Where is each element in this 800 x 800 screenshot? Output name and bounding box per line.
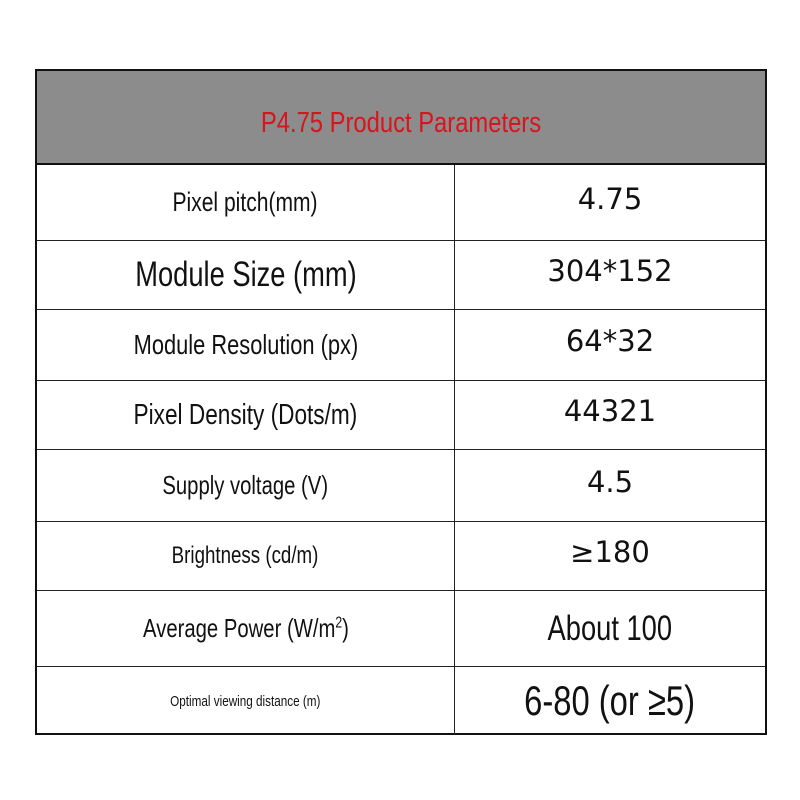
module-resolution-label: Module Resolution (px) bbox=[133, 329, 358, 360]
table-row bbox=[37, 381, 765, 450]
table-row bbox=[37, 450, 765, 522]
table-row bbox=[37, 241, 765, 310]
brightness-value: ≥180 bbox=[570, 535, 650, 569]
parameters-table bbox=[35, 69, 767, 735]
average-power-label: Average Power $(W/m^2)$ bbox=[142, 613, 349, 643]
viewing-distance-value: 6-80 (or ≥5) bbox=[524, 677, 696, 724]
table-row bbox=[37, 667, 765, 735]
squared-superscript: 2 bbox=[334, 614, 342, 632]
table-row bbox=[37, 310, 765, 381]
table-row bbox=[37, 165, 765, 241]
row-label bbox=[37, 591, 455, 666]
row-label bbox=[37, 241, 455, 309]
row-label bbox=[37, 381, 455, 449]
viewing-distance-label: Optimal viewing distance (m) bbox=[170, 692, 321, 710]
module-resolution-value: 64*32 bbox=[565, 324, 655, 358]
table-header bbox=[37, 71, 765, 165]
pixel-pitch-label: Pixel pitch(mm) bbox=[172, 187, 319, 217]
supply-voltage-value: 4.5 bbox=[586, 464, 634, 499]
row-label bbox=[37, 310, 455, 380]
table-row bbox=[37, 522, 765, 591]
average-power-value: About 100 bbox=[547, 608, 673, 648]
table-row bbox=[37, 591, 765, 667]
pixel-density-label: Pixel Density (Dots/m) bbox=[133, 398, 358, 431]
row-value bbox=[455, 591, 765, 666]
supply-voltage-label: Supply voltage (V) bbox=[162, 470, 329, 500]
row-label bbox=[37, 165, 455, 240]
pixel-pitch-value: 4.75 bbox=[577, 181, 643, 216]
pixel-density-value: 44321 bbox=[563, 394, 657, 428]
module-size-value: 304*152 bbox=[547, 254, 673, 288]
row-label bbox=[37, 667, 455, 735]
row-label bbox=[37, 450, 455, 521]
row-label bbox=[37, 522, 455, 590]
brightness-label: Brightness (cd/m) bbox=[172, 542, 319, 569]
table-title: P4.75 Product Parameters bbox=[260, 107, 542, 139]
module-size-label: Module Size (mm) bbox=[134, 255, 357, 294]
row-value bbox=[455, 667, 765, 735]
